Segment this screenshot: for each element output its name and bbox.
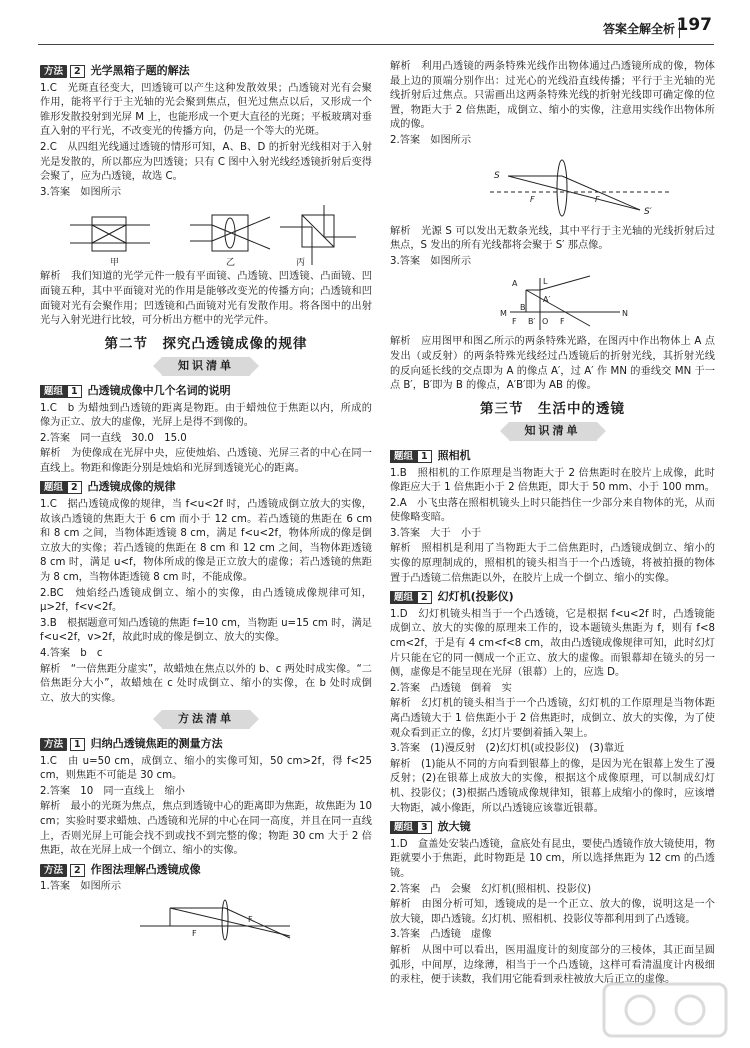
group-tag: 题组 <box>390 821 417 834</box>
box-jia <box>70 217 150 251</box>
group-num: 1 <box>67 385 82 398</box>
group-num: 3 <box>417 821 432 834</box>
group-tag: 题组 <box>40 385 67 398</box>
group-tag: 题组 <box>40 481 67 494</box>
image-construction-figure <box>390 272 715 332</box>
point-label: B <box>520 303 526 313</box>
group-num: 2 <box>67 481 82 494</box>
right-column <box>390 60 715 989</box>
analysis-text: 解析 最小的光斑为焦点，焦点到透镜中心的距离即为焦距，故焦距为 10 cm；实验时要求蜡烛、凸透镜和光屏的中心在同一高度，并且在同一直线上，否则光屏上可能会找不到或找不到完整的像；物距 30 cm 大于 2 倍焦距，故在光屏上成一个倒立、缩小的实像。 <box>40 801 373 857</box>
header-rule <box>38 44 714 45</box>
method-2b-heading <box>40 863 372 878</box>
focus-label: F <box>192 928 197 938</box>
knowledge-banner: 知识清单 <box>509 422 597 441</box>
answer-item: 3.答案 凸透镜 虚像 <box>390 929 492 941</box>
answer-item: 3.答案 如图所示 <box>40 186 122 198</box>
group-title: 幻灯机(投影仪) <box>437 590 514 604</box>
group-title: 凸透镜成像中几个名词的说明 <box>87 383 231 397</box>
answer-item: 2.BC 烛焰经凸透镜成倒立、缩小的实像，由凸透镜成像规律可知，μ>2f，f<v<2f。 <box>40 587 372 614</box>
analysis-text: 解析 应用图甲和图乙所示的两条特殊光路，在图丙中作出物体上 A 点发出（或反射）的两条特殊光线经过凸透镜后的折射光线，其折射光线的反向延长线的交点即为 A 的像点 A′，过 A′ 作 MN 的垂线交 MN 于一点 B′，B′即为 B 的像点，A′B′即为 AB 的像。 <box>390 336 715 392</box>
watermark-logo <box>600 980 730 1040</box>
group-num: 2 <box>417 591 432 604</box>
page-header <box>0 0 750 46</box>
analysis-text: 解析 我们知道的光学元件一般有平面镜、凸透镜、凹透镜、凸面镜、凹面镜五种，其中平面镜对光的作用是能够改变光的传播方向；凸透镜和凹面镜对光有会聚作用；凹透镜和凸面镜对光有发散作用。将各图中的出射光与入射光进行比较，可分析出方框中的光学元件。 <box>40 271 372 327</box>
method-tag: 方法 <box>40 738 67 751</box>
header-label: 答案全解全析 <box>602 22 675 36</box>
fig-label-yi: 乙 <box>226 258 236 268</box>
answer-item: 4.答案 b c <box>40 648 103 659</box>
method-title: 光学黑箱子题的解法 <box>90 64 190 77</box>
fig-label-bing: 丙 <box>296 258 306 268</box>
analysis-text: 解析 光源 S 可以发出无数条光线，其中平行于主光轴的光线折射后过焦点，S 发出的所有光线都将会聚于 S′ 那点像。 <box>390 225 715 252</box>
analysis-text: 解析 (1)能从不同的方向看到银幕上的像，是因为光在银幕上发生了漫反射；(2)在银幕上成放大的实像，根据这个成像原理，可以制成幻灯机、投影仪；(3)根据凸透镜成像规律知，银幕上成缩小的像时，应该增大物距，减小像距，所以凸透镜应该靠近银幕。 <box>390 758 715 814</box>
answer-item: 3.答案 如图所示 <box>390 255 472 267</box>
answer-item: 2.A 小飞虫落在照相机镜头上时只能挡住一少部分来自物体的光，从而使像略变暗。 <box>390 497 715 524</box>
analysis-text: 解析 照相机是利用了当物距大于二倍焦距时，凸透镜成倒立、缩小的实像的原理制成的，照相机的镜头相当于一个凸透镜，将被拍摄的物体置于凸透镜二倍焦距以外，在胶片上成一个倒立、缩小的实像。 <box>390 543 715 584</box>
point-label: A′ <box>543 295 551 305</box>
method-tag: 方法 <box>40 864 67 877</box>
focus-label: F <box>530 194 535 204</box>
group-3-heading <box>390 820 715 835</box>
method-tag: 方法 <box>40 65 67 78</box>
point-label: B′ <box>528 317 536 327</box>
answer-item: 1.C 光斑直径变大，凹透镜可以产生这种发散效果；凸透镜对光有会聚作用，能将平行于主光轴的光会聚到焦点，但光过焦点以后，又形成一个锥形发散投射到光屏 M 上，也能形成一个更大直径的光斑；平板玻璃对垂直入射的平行光，不改变光的传播方向，仍是一个等大的光斑。 <box>40 82 372 138</box>
answer-item: 1.C 据凸透镜成像的规律，当 f<u<2f 时，凸透镜成倒立放大的实像，故该凸透镜的焦距大于 6 cm 而小于 12 cm。若凸透镜的焦距在 6 cm 和 8 cm 之间，当物体距透镜 8 cm，满足 f<u<2f，物体所成的像是倒立放大的实像；若凸透镜的焦距在 8 cm 和 12 cm 之间，当物体距透镜 8 cm 时，满足 u<f，物体所成的像是正立放大的虚像；若凸透镜的焦距为 8 cm，当物体距透镜 8 cm 时，不能成像。 <box>40 499 372 584</box>
box-yi <box>190 215 270 251</box>
focus-label: F <box>595 194 600 204</box>
point-label: O <box>542 317 549 327</box>
answer-item: 1.B 照相机的工作原理是当物距大于 2 倍焦距时在胶片上成像，此时像距应大于 1 倍焦距小于 2 倍焦距，即大于 50 mm、小于 100 mm。 <box>390 467 715 494</box>
answer-item: 2.C 从四组光线通过透镜的情形可知，A、B、D 的折射光线相对于入射光是发散的，所以都应为凹透镜；只有 C 图中入射光线经透镜折射后变得会聚了，应为凸透镜，故选 C。 <box>40 141 372 183</box>
group-2-heading <box>390 590 715 605</box>
answer-item: 1.C 由 u=50 cm，成倒立、缩小的实像可知，50 cm>2f，得 f<25 cm，则焦距不可能是 30 cm。 <box>40 755 372 782</box>
answer-item: 1.答案 如图所示 <box>40 881 122 893</box>
box-bing <box>280 205 356 268</box>
point-source-figure <box>390 152 715 222</box>
page-number: 197 <box>676 15 712 35</box>
group-1-heading <box>40 384 372 399</box>
method-num: 1 <box>70 738 85 751</box>
method-banner: 方法清单 <box>162 710 250 729</box>
black-box-figure <box>40 203 372 267</box>
method-title: 作图法理解凸透镜成像 <box>90 862 201 876</box>
answer-item: 3.B 根据题意可知凸透镜的焦距 f=10 cm，当物距 u=15 cm 时，满足 f<u<2f，v>2f，故此时成的像是倒立、放大的实像。 <box>40 617 372 644</box>
group-num: 1 <box>417 450 432 463</box>
method-num: 2 <box>70 65 85 78</box>
method-num: 2 <box>70 864 85 877</box>
answer-item: 1.C b 为蜡烛到凸透镜的距离是物距。由于蜡烛位于焦距以内，所成的像为正立、放大的虚像，光屏上是得不到像的。 <box>40 402 372 429</box>
group-2-heading <box>40 480 372 495</box>
answer-item: 2.答案 凸透镜 倒着 实 <box>390 682 512 694</box>
group-title: 放大镜 <box>437 820 471 834</box>
point-label: A <box>512 279 518 289</box>
group-tag: 题组 <box>390 591 417 604</box>
answer-item: 3.答案 (1)漫反射 (2)幻灯机(或投影仪) (3)靠近 <box>390 743 625 755</box>
lens-label: L <box>543 277 548 287</box>
answer-item: 2.答案 10 同一直线上 缩小 <box>40 785 185 797</box>
analysis-text: 解析 利用凸透镜的两条特殊光线作出物体通过凸透镜所成的像，物体最上边的顶端分别作出：过光心的光线沿直线传播；平行于主光轴的光线折射后过焦点。只需画出这两条特殊光线的折射光线即可确定像的位置，物距大于 2 倍焦距，成倒立、缩小的实像，注意用实线作出物体所成的像。 <box>390 61 715 131</box>
answer-item: 1.D 盒盖处安装凸透镜，盒底处有昆虫，要使凸透镜作放大镜使用，物距就要小于焦距，此时物距是 10 cm，所以选择焦距为 12 cm 的凸透镜。 <box>390 838 715 879</box>
focus-label: F <box>248 914 253 924</box>
left-column <box>40 60 372 945</box>
answer-item: 3.答案 大于 小于 <box>390 527 482 539</box>
method-title: 归纳凸透镜焦距的测量方法 <box>90 736 223 750</box>
section-3-title: 第三节 生活中的透镜 <box>480 400 625 417</box>
answer-item: 1.D 幻灯机镜头相当于一个凸透镜，它是根据 f<u<2f 时，凸透镜能成倒立、放大的实像的原理来工作的，设本题镜头焦距为 f，则有 f<8 cm<2f，于是有 4 cm<f<8 cm，故由凸透镜成像规律可知，此时幻灯片只能在它的同一侧成一个正立、放大的虚像。而银幕却在镜头的另一侧，虚像是不能呈现在光屏（银幕）上的，应选 D。 <box>390 608 715 679</box>
focus-label: F <box>560 317 565 327</box>
method-1-heading <box>40 737 372 752</box>
group-title: 照相机 <box>437 448 471 462</box>
group-title: 凸透镜成像的规律 <box>87 480 176 494</box>
answer-item: 2.答案 如图所示 <box>390 134 472 146</box>
answer-item: 2.答案 凸 会聚 幻灯机(照相机、投影仪) <box>390 883 592 895</box>
convex-lens-ray-figure <box>40 898 372 942</box>
analysis-text: 解析 为使像成在光屏中央，应使烛焰、凸透镜、光屏三者的中心在同一直线上。物距和像距分别是烛焰和光屏到透镜光心的距离。 <box>40 448 372 474</box>
answer-item: 2.答案 同一直线 30.0 15.0 <box>40 432 187 444</box>
analysis-text: 解析 从图中可以看出，医用温度计的刻度部分的三棱体，其正面呈圆弧形，中间厚，边缘薄，相当于一个凸透镜，这样可看清温度计内极细的汞柱，便于读数，我们用它能看到汞柱被放大后正立的虚像。 <box>390 944 715 986</box>
group-1-heading <box>390 449 715 464</box>
analysis-text: 解析 “一倍焦距分虚实”，故蜡烛在焦点以外的 b、c 两处时成实像。“二倍焦距分大小”，故蜡烛在 c 处时成倒立、缩小的实像，在 b 处时成倒立、放大的实像。 <box>40 663 372 704</box>
knowledge-banner: 知识清单 <box>162 357 250 376</box>
analysis-text: 解析 由图分析可知，透镜成的是一个正立、放大的像，说明这是一个放大镜，即凸透镜。幻灯机、照相机、投影仪等都利用到了凸透镜。 <box>390 899 715 925</box>
group-tag: 题组 <box>390 450 417 463</box>
focus-label: F <box>512 317 517 327</box>
point-label: N <box>622 309 628 319</box>
fig-label-jia: 甲 <box>110 258 120 268</box>
point-label: M <box>500 309 507 319</box>
source-label: S <box>494 170 500 181</box>
section-2-title: 第二节 探究凸透镜成像的规律 <box>104 335 308 352</box>
method-2-heading <box>40 64 372 79</box>
analysis-text: 解析 幻灯机的镜头相当于一个凸透镜，幻灯机的工作原理是当物体距离凸透镜大于 1 倍焦距小于 2 倍焦距时，成倒立、放大的实像，为了使观众看到正立的像，幻灯片要倒着插入架上。 <box>390 698 715 739</box>
image-label: S′ <box>644 206 652 217</box>
